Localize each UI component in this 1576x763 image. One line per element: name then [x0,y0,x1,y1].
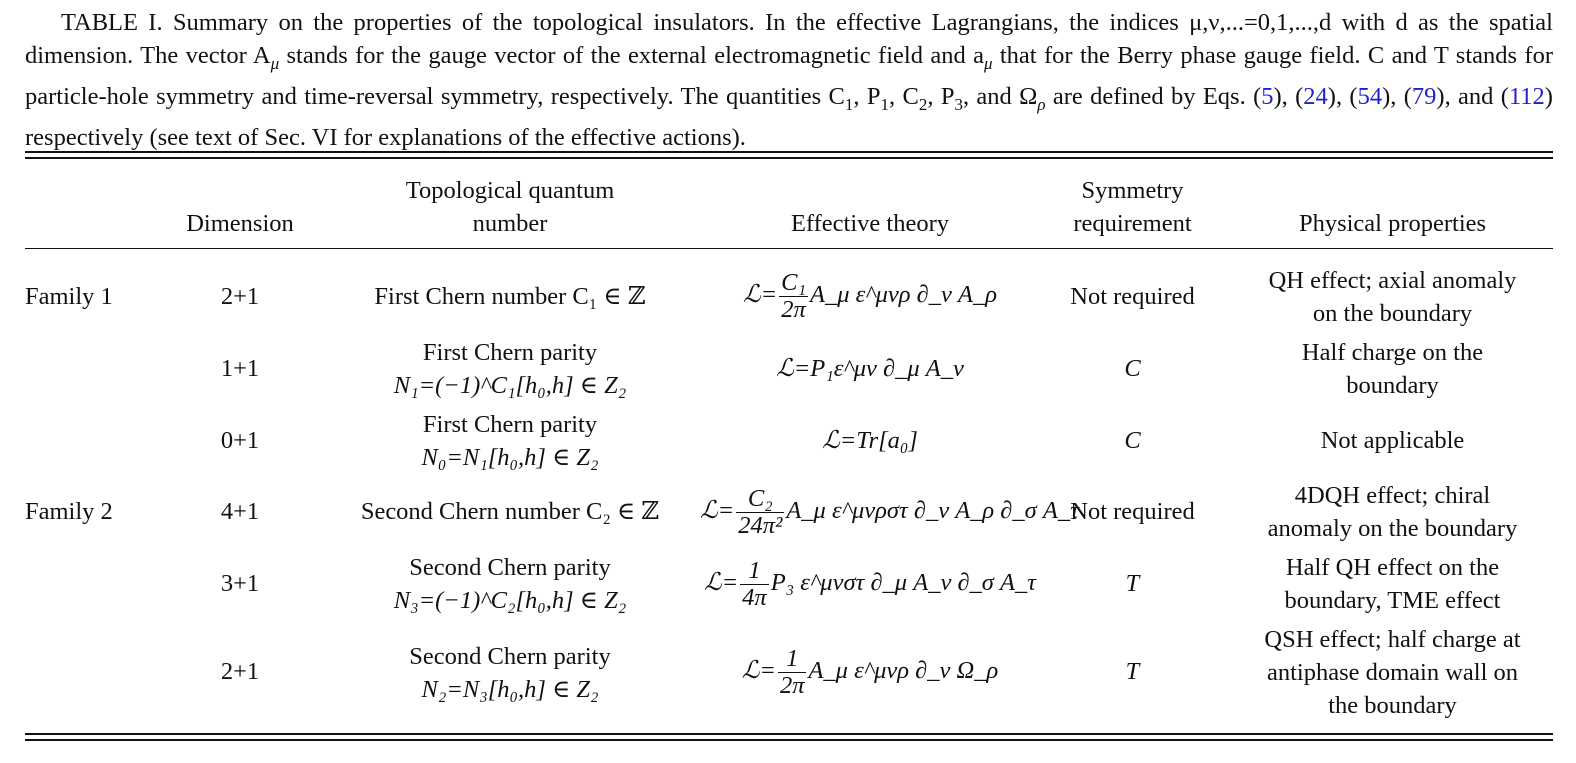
row-topological-number-line2: N₀=N₁[h₀,h] ∈ Z₂ [421,444,599,471]
row-effective-theory: ℒ=Tr[a₀] [822,427,918,454]
row-topological-number-line2: N₃=(−1)^C₂[h₀,h] ∈ Z₂ [393,587,627,614]
row-effective-theory: ℒ= $\frac{1}{4\pi}$ P₃ ε^μνστ ∂_μ A_ν ∂_σ A_τ [703,557,1036,611]
row-dimension: 2+1 [220,283,260,310]
row-topological-number: First Chern number C₁ ∈ ℤ [374,283,646,310]
header-symmetry-line1: Symmetry [1081,177,1184,204]
row-symmetry-requirement: Not required [1070,498,1195,525]
row-physical-properties-line3: the boundary [1328,692,1457,719]
row-effective-theory: ℒ=P₁ε^μν ∂_μ A_ν [776,355,964,382]
row-dimension: 0+1 [220,427,260,454]
row-physical-properties-line2: boundary, TME effect [1284,587,1501,614]
equation-ref-link[interactable]: 5 [1261,82,1274,110]
row-topological-number-line2: N₁=(−1)^C₁[h₀,h] ∈ Z₂ [393,372,627,399]
row-physical-properties-line2: on the boundary [1312,300,1473,327]
row-dimension: 1+1 [220,355,260,382]
row-physical-properties-line2: anomaly on the boundary [1267,515,1518,542]
row-symmetry-requirement: T [1125,570,1140,597]
header-symmetry-line2: requirement [1073,210,1192,237]
row-physical-properties-line1: 4DQH effect; chiral [1294,482,1491,509]
row-symmetry-requirement: Not required [1070,283,1195,310]
row-physical-properties-line1: Half QH effect on the [1285,554,1500,581]
row-topological-number-line1: Second Chern parity [409,643,611,670]
row-dimension: 4+1 [220,498,260,525]
row-topological-number-line1: First Chern parity [422,339,598,366]
row-physical-properties-line2: boundary [1346,372,1439,399]
equation-ref-link[interactable]: 112 [1508,82,1545,110]
row-physical-properties-line1: Half charge on the [1301,339,1484,366]
row-family: Family 1 [25,283,113,310]
header-topological-number-line1: Topological quantum [405,177,615,204]
header-dimension: Dimension [186,210,294,237]
row-physical-properties-line1: QSH effect; half charge at [1264,626,1521,653]
header-physical-properties: Physical properties [1298,210,1487,237]
top-rule [25,157,1553,159]
bottom-rule [25,733,1553,735]
row-physical-properties-line2: antiphase domain wall on [1266,659,1519,686]
equation-ref-link[interactable]: 54 [1357,82,1383,110]
row-topological-number-line2: N₂=N₃[h₀,h] ∈ Z₂ [421,676,599,703]
table-caption: TABLE I. Summary on the properties of the topological insulators. In the effective Lagrangians, the indices μ,ν,...=0,1,...,d with d as the spatial dimension. The vector $A_\mu$ stands for the gauge vector of the external electromagnetic field and $a_\mu$ that for the Berry phase gauge field. C and T stands for particle-hole symmetry and time-reversal symmetry, respectively. The quantities $C_1$, $P_1$, $C_2$, $P_3$, and $\Omega_\rho$ are defined by Eqs. (5), (24), (54), (79), and (112) respectively (see text of Sec. VI for explanations of the effective actions). [25,9,1553,151]
caption-label: TABLE I. [61,9,163,36]
row-symmetry-requirement: C [1124,427,1141,454]
row-family: Family 2 [25,498,113,525]
row-effective-theory: ℒ= $\frac{\text{C₂}}{\text{24π²}}$ A_μ ε^μνρστ ∂_ν A_ρ ∂_σ A_τ [700,485,1079,539]
row-dimension: 2+1 [220,658,260,685]
top-rule [25,151,1553,153]
row-effective-theory: ℒ= $\frac{\text{C₁}}{2\pi}$ A_μ ε^μνρ ∂_ν A_ρ [742,269,998,323]
row-symmetry-requirement: C [1124,355,1141,382]
row-topological-number-line1: First Chern parity [422,411,598,438]
bottom-rule [25,739,1553,741]
header-rule [25,248,1553,249]
header-topological-number-line2: number [472,210,548,237]
header-effective-theory: Effective theory [790,210,950,237]
row-topological-number: Second Chern number C₂ ∈ ℤ [360,498,660,525]
row-dimension: 3+1 [220,570,260,597]
equation-ref-link[interactable]: 24 [1303,82,1328,110]
row-physical-properties: Not applicable [1320,427,1465,454]
row-symmetry-requirement: T [1125,658,1140,685]
row-effective-theory: ℒ= $\frac{1}{2\pi}$ A_μ ε^μνρ ∂_ν Ω_ρ [741,645,999,699]
equation-ref-link[interactable]: 79 [1411,82,1437,110]
row-physical-properties-line1: QH effect; axial anomaly [1268,267,1517,294]
row-topological-number-line1: Second Chern parity [409,554,611,581]
